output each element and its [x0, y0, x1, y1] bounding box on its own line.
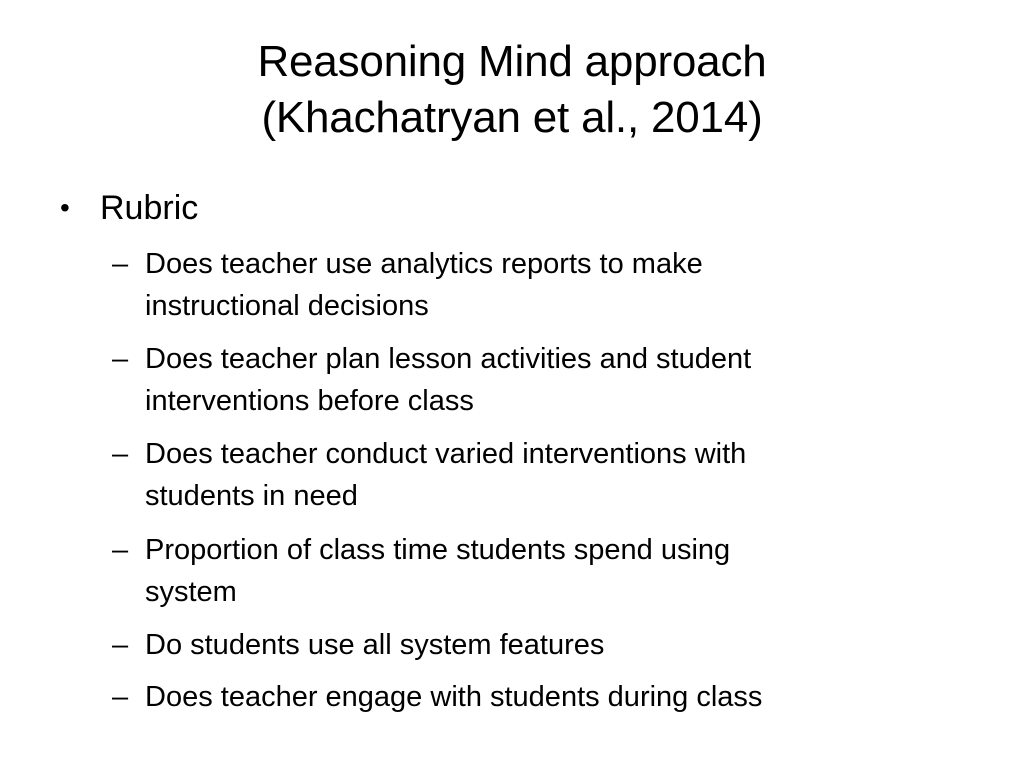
sub-bullet-text [145, 529, 982, 613]
sub-bullet-text [145, 624, 982, 666]
bullet-dot: • [60, 192, 70, 223]
sub-bullet-5 [112, 624, 982, 666]
sub-bullet-line: system [145, 576, 237, 608]
title-line-1: Reasoning Mind approach [257, 37, 767, 86]
sub-bullet-dash: – [112, 534, 129, 566]
sub-bullet-text [145, 243, 982, 327]
sub-bullet-line: Do students use all system features [145, 629, 605, 661]
sub-bullet-dash: – [112, 438, 129, 470]
sub-bullet-line: Does teacher use analytics reports to make [145, 248, 703, 280]
sub-bullet-dash: – [112, 629, 129, 661]
sub-bullet-line: students in need [145, 480, 358, 512]
sub-bullet-line: Does teacher conduct varied interventions with [145, 438, 747, 470]
sub-bullet-4 [112, 529, 982, 613]
sub-bullet-dash: – [112, 681, 129, 713]
sub-bullet-line: Does teacher engage with students during class [145, 681, 763, 713]
sub-bullet-line: Proportion of class time students spend using [145, 534, 731, 566]
sub-bullet-dash: – [112, 343, 129, 375]
sub-bullet-3 [112, 433, 982, 517]
sub-bullet-line: interventions before class [145, 385, 474, 417]
sub-bullet-text [145, 676, 982, 718]
sub-bullet-2 [112, 338, 982, 422]
sub-bullet-dash: – [112, 248, 129, 280]
sub-bullet-text [145, 338, 982, 422]
sub-bullet-line: instructional decisions [145, 290, 429, 322]
sub-bullet-1 [112, 243, 982, 327]
title-line-2: (Khachatryan et al., 2014) [261, 93, 763, 142]
bullet-rubric [60, 187, 198, 229]
sub-bullet-text [145, 433, 982, 517]
sub-bullet-6 [112, 676, 982, 718]
sub-bullet-line: Does teacher plan lesson activities and student [145, 343, 752, 375]
bullet-rubric-text: Rubric [100, 189, 199, 227]
